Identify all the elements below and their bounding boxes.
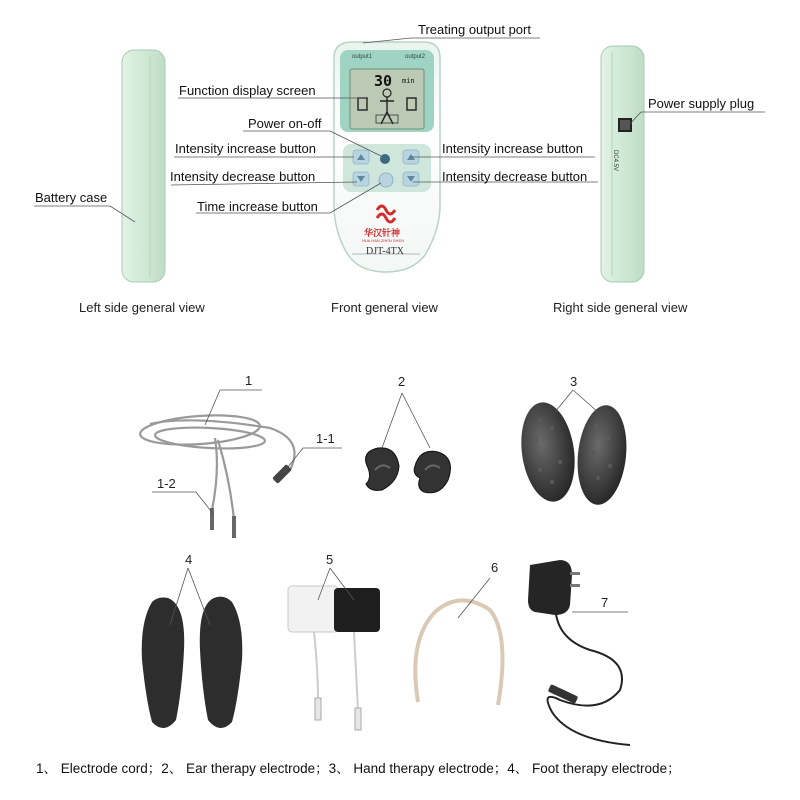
number-3: 3 [570, 374, 578, 389]
legend-text: 1、 Electrode cord；2、 Ear therapy electrode；3、 Hand therapy electrode；4、 Foot therapy electrode； [36, 761, 681, 776]
number-1: 1 [245, 373, 253, 388]
output1-label: output1 [352, 54, 373, 60]
number-1-1: 1-1 [316, 431, 335, 446]
output2-label: output2 [405, 54, 426, 60]
electrode-cord [139, 412, 294, 520]
label-intensity-increase-left: Intensity increase button [175, 141, 316, 156]
headband [415, 600, 502, 705]
brand-pinyin: HUA HAN ZHEN SHEN [362, 238, 405, 243]
pin-plug [272, 464, 292, 484]
caption-right-view: Right side general view [553, 300, 688, 315]
left-side-device [122, 50, 165, 282]
model-label: DJT-4TX [366, 246, 404, 257]
caption-left-view: Left side general view [79, 300, 205, 315]
brand-cn: 华汉针神 [364, 228, 401, 238]
label-power-supply-plug: Power supply plug [648, 96, 755, 111]
ear-electrodes [366, 448, 451, 493]
label-battery-case: Battery case [35, 190, 108, 205]
label-time-increase: Time increase button [197, 199, 318, 214]
label-intensity-decrease-right: Intensity decrease button [442, 169, 588, 184]
label-intensity-decrease-left: Intensity decrease button [170, 169, 316, 184]
lcd-value: 30 [374, 72, 393, 90]
hand-electrodes [515, 399, 631, 507]
label-intensity-increase-right: Intensity increase button [442, 141, 583, 156]
power-adapter [528, 560, 630, 745]
number-4: 4 [185, 552, 193, 567]
caption-front-view: Front general view [331, 300, 438, 315]
number-6: 6 [491, 560, 499, 575]
electrode-pads [288, 586, 380, 730]
side-voltage: DC4.5V [612, 150, 618, 172]
number-1-2: 1-2 [157, 476, 176, 491]
power-button [380, 154, 390, 164]
label-power-on-off: Power on-off [248, 116, 322, 131]
label-treating-output-port: Treating output port [418, 22, 531, 37]
number-7: 7 [601, 595, 609, 610]
foot-electrodes [142, 597, 243, 728]
time-button [379, 173, 393, 187]
number-5: 5 [326, 552, 334, 567]
lcd-unit: min [402, 77, 415, 85]
number-2: 2 [398, 374, 406, 389]
label-function-display-screen: Function display screen [179, 83, 316, 98]
right-side-device [601, 46, 644, 282]
